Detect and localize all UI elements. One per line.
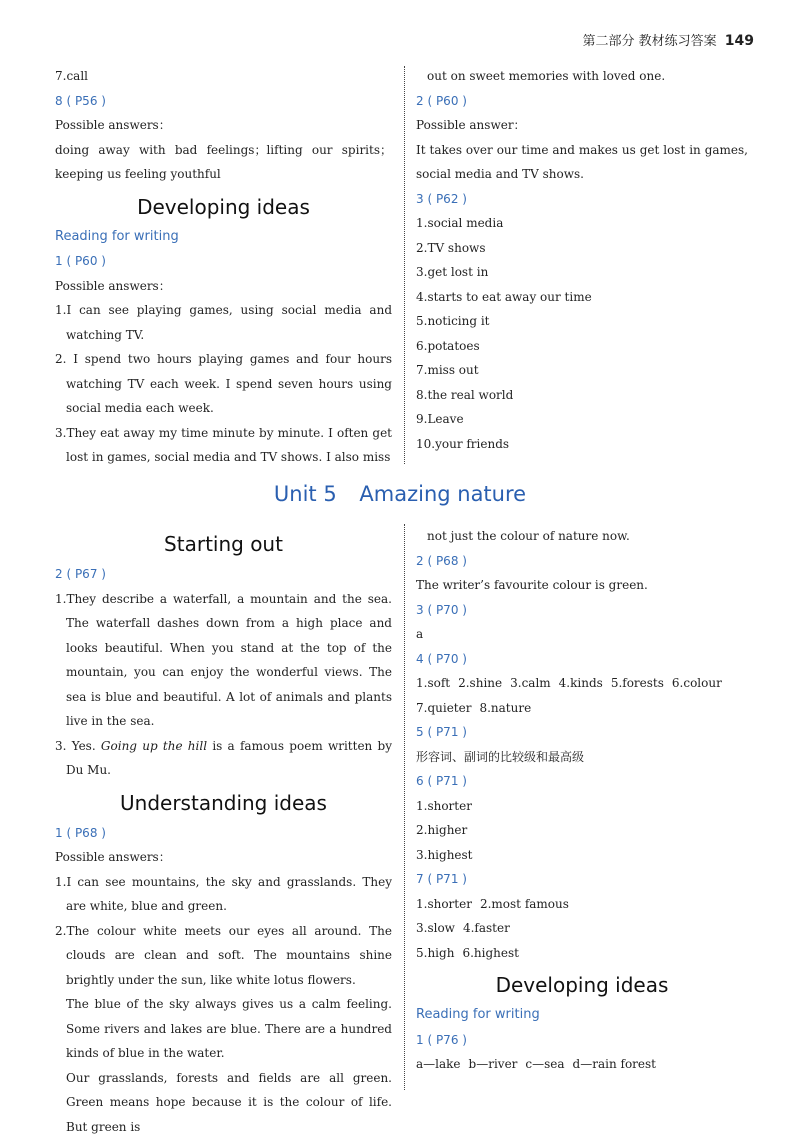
answer-text: doing away with bad feelings；lifting our spirits；keeping us feeling youthful bbox=[55, 138, 392, 187]
list-item: 5.noticing it bbox=[416, 309, 748, 334]
question-number: 1 ( P60 ) bbox=[55, 249, 392, 274]
possible-answer-label: Possible answer： bbox=[416, 113, 748, 138]
header-title: 第二部分 教材练习答案 bbox=[582, 34, 716, 49]
list-item: 3.highest bbox=[416, 843, 748, 868]
list-item: 9.Leave bbox=[416, 407, 748, 432]
subsection-reading-for-writing: Reading for writing bbox=[55, 225, 392, 250]
answer-word: 5.high bbox=[416, 946, 454, 960]
unit-label: Unit 5 bbox=[274, 482, 337, 506]
answer-row bbox=[416, 696, 748, 721]
answer-word: b—river bbox=[469, 1057, 518, 1071]
list-item: 2.TV shows bbox=[416, 236, 748, 261]
list-item: 1.shorter bbox=[416, 794, 748, 819]
answer-word: 8.nature bbox=[479, 701, 531, 715]
unit-name: Amazing nature bbox=[359, 482, 526, 506]
answer-word: 4.faster bbox=[463, 921, 510, 935]
list-item: 7.miss out bbox=[416, 358, 748, 383]
question-number: 1 ( P68 ) bbox=[55, 821, 392, 846]
question-number: 6 ( P71 ) bbox=[416, 769, 748, 794]
answer-row bbox=[416, 1052, 748, 1077]
answer-text: 3.They eat away my time minute by minute. I often get lost in games, social media and TV shows. I also miss bbox=[55, 421, 392, 470]
question-number: 4 ( P70 ) bbox=[416, 647, 748, 672]
section-title-starting-out: Starting out bbox=[55, 528, 392, 560]
page-number: 149 bbox=[725, 33, 754, 49]
answer-row bbox=[416, 941, 748, 966]
list-item: 10.your friends bbox=[416, 432, 748, 457]
answer-text: 1.I can see mountains, the sky and grasslands. They are white, blue and green. bbox=[55, 870, 392, 919]
answer-word: d—rain forest bbox=[573, 1057, 656, 1071]
answer-word: 3.slow bbox=[416, 921, 455, 935]
list-item: 1.social media bbox=[416, 211, 748, 236]
answer-text: 2. I spend two hours playing games and four hours watching TV each week. I spend seven hours using social media each week. bbox=[55, 347, 392, 421]
answer-text bbox=[55, 734, 392, 783]
answer-word: 1.soft bbox=[416, 676, 450, 690]
answer-word: 6.colour bbox=[672, 676, 722, 690]
question-number: 2 ( P68 ) bbox=[416, 549, 748, 574]
top-right-column bbox=[416, 64, 748, 464]
answer-word: 3.calm bbox=[510, 676, 551, 690]
answer-text: 2.The colour white meets our eyes all around. The clouds are clean and soft. The mountains shine brightly under the sun, like white lotus flowers. bbox=[55, 919, 392, 993]
column-divider-top bbox=[404, 66, 405, 464]
poem-title: Going up the hill bbox=[101, 739, 207, 753]
answer-word: 7.quieter bbox=[416, 701, 471, 715]
question-number: 5 ( P71 ) bbox=[416, 720, 748, 745]
list-item: 8.the real world bbox=[416, 383, 748, 408]
subsection-reading-for-writing: Reading for writing bbox=[416, 1003, 748, 1028]
question-number: 2 ( P67 ) bbox=[55, 562, 392, 587]
question-number: 2 ( P60 ) bbox=[416, 89, 748, 114]
answer-prefix: 3. Yes. bbox=[55, 739, 96, 753]
answer-text: a bbox=[416, 622, 748, 647]
question-number: 3 ( P62 ) bbox=[416, 187, 748, 212]
question-number: 7 ( P71 ) bbox=[416, 867, 748, 892]
answer-text: 1.I can see playing games, using social media and watching TV. bbox=[55, 298, 392, 347]
answer-row bbox=[416, 916, 748, 941]
bottom-right-column bbox=[416, 524, 748, 1094]
possible-answers-label: Possible answers： bbox=[55, 845, 392, 870]
answer-word: 1.shorter bbox=[416, 897, 472, 911]
column-divider-bottom bbox=[404, 524, 405, 1090]
answer-word: 5.forests bbox=[611, 676, 664, 690]
answer-text: It takes over our time and makes us get lost in games, social media and TV shows. bbox=[416, 138, 748, 187]
answer-suffix: is a famous poem written by Du Mu. bbox=[66, 739, 392, 778]
answer-item: 7.call bbox=[55, 64, 392, 89]
question-number: 3 ( P70 ) bbox=[416, 598, 748, 623]
answer-word: 2.most famous bbox=[480, 897, 569, 911]
answer-word: 2.shine bbox=[458, 676, 502, 690]
answer-row bbox=[416, 671, 748, 696]
answer-word: 4.kinds bbox=[559, 676, 603, 690]
question-number: 8 ( P56 ) bbox=[55, 89, 392, 114]
answer-word: c—sea bbox=[525, 1057, 564, 1071]
top-left-column bbox=[55, 64, 392, 464]
bottom-left-column bbox=[55, 524, 392, 1094]
section-title-developing-ideas: Developing ideas bbox=[416, 969, 748, 1001]
question-number: 1 ( P76 ) bbox=[416, 1028, 748, 1053]
answer-text-chinese: 形容词、副词的比较级和最高级 bbox=[416, 745, 748, 770]
list-item: 3.get lost in bbox=[416, 260, 748, 285]
possible-answers-label: Possible answers： bbox=[55, 113, 392, 138]
list-item: 4.starts to eat away our time bbox=[416, 285, 748, 310]
page-header bbox=[582, 30, 754, 49]
section-title-developing-ideas: Developing ideas bbox=[55, 191, 392, 223]
answer-word: a—lake bbox=[416, 1057, 461, 1071]
answer-word: 6.highest bbox=[462, 946, 519, 960]
section-title-understanding-ideas: Understanding ideas bbox=[55, 787, 392, 819]
answer-row bbox=[416, 892, 748, 917]
answer-text: The blue of the sky always gives us a calm feeling. Some rivers and lakes are blue. There are a hundred kinds of blue in the water. bbox=[55, 992, 392, 1066]
answer-text: The writer’s favourite colour is green. bbox=[416, 573, 748, 598]
answer-continuation: not just the colour of nature now. bbox=[416, 524, 748, 549]
possible-answers-label: Possible answers： bbox=[55, 274, 392, 299]
list-item: 6.potatoes bbox=[416, 334, 748, 359]
list-item: 2.higher bbox=[416, 818, 748, 843]
answer-continuation: out on sweet memories with loved one. bbox=[416, 64, 748, 89]
unit-title bbox=[0, 482, 800, 506]
answer-text: Our grasslands, forests and fields are all green. Green means hope because it is the colour of life. But green is bbox=[55, 1066, 392, 1139]
answer-text: 1.They describe a waterfall, a mountain and the sea. The waterfall dashes down from a high place and looks beautiful. When you stand at the top of the mountain, you can enjoy the wonderful views. The sea is blue and beautiful. A lot of animals and plants live in the sea. bbox=[55, 587, 392, 734]
